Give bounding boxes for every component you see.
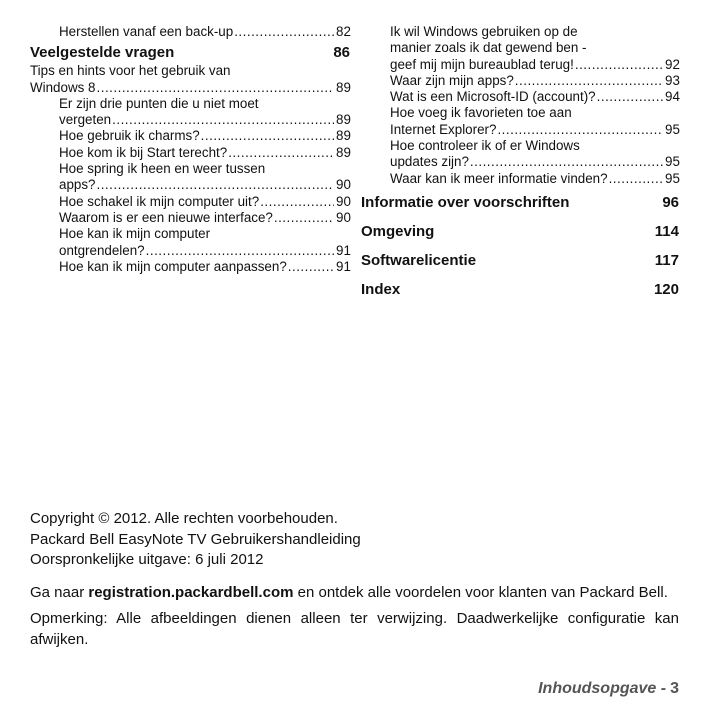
running-footer-label: Inhoudsopgave - [538, 680, 667, 697]
dot-leader [260, 194, 334, 210]
toc-entry-page: 90 [336, 177, 351, 193]
disclaimer-note: Opmerking: Alle afbeeldingen dienen alleen ter verwijzing. Daadwerkelijke configuratie kan afwijken. [30, 610, 679, 648]
toc-entry-title-cont: geef mij mijn bureaublad terug! [390, 56, 574, 72]
dot-leader [470, 154, 663, 170]
dot-leader [201, 128, 334, 144]
legal-footer [30, 509, 679, 650]
toc-entry-title: Waar kan ik meer informatie vinden? [390, 170, 608, 186]
toc-entry-page: 89 [336, 128, 351, 144]
dot-leader [609, 171, 663, 187]
toc-entry-title-cont: Internet Explorer? [390, 121, 497, 137]
toc-section-faq[interactable] [30, 43, 350, 63]
toc-entry-title-cont: Windows 8 [30, 79, 96, 95]
toc-entry-title: Waar zijn mijn apps? [390, 72, 514, 88]
toc-entry-title: Er zijn drie punten die u niet moet [59, 95, 259, 111]
product-line: Packard Bell EasyNote TV Gebruikershandleiding [30, 530, 361, 548]
toc-entry[interactable] [361, 171, 679, 187]
toc-entry-title: Hoe controleer ik of er Windows [390, 138, 580, 154]
toc-entry-page: 94 [665, 89, 680, 105]
toc-entry[interactable] [30, 145, 350, 161]
toc-section-title: Veelgestelde vragen [30, 44, 175, 62]
dot-leader [97, 80, 335, 96]
toc-entry[interactable] [361, 105, 679, 138]
registration-paragraph [30, 583, 679, 604]
dot-leader [288, 259, 334, 275]
toc-section-regulations[interactable] [361, 188, 679, 217]
toc-entry-title-cont: ontgrendelen? [59, 242, 145, 258]
toc-entry-page: 91 [336, 258, 351, 274]
toc-sections [361, 188, 679, 304]
toc-entry-page: 89 [336, 112, 351, 128]
toc-entry-page: 89 [336, 144, 351, 160]
toc-entry-page: 95 [665, 170, 680, 186]
toc-entry-title: Herstellen vanaf een back-up [59, 24, 234, 39]
dot-leader [146, 243, 334, 259]
toc-entry-title: Hoe gebruik ik charms? [59, 128, 200, 144]
toc-entry-page: 95 [665, 121, 680, 137]
dot-leader [96, 177, 334, 193]
toc-entry-page: 90 [336, 193, 351, 209]
toc-left-column [30, 24, 350, 275]
toc-entry-title-cont: manier zoals ik dat gewend ben - [390, 40, 587, 56]
toc-entry-title-cont: updates zijn? [390, 154, 469, 170]
edition-line: Oorspronkelijke uitgave: 6 juli 2012 [30, 551, 264, 568]
toc-section-software-license[interactable] [361, 246, 679, 275]
toc-right-column [361, 24, 679, 304]
toc-entry[interactable] [30, 194, 350, 210]
toc-entry-title: Tips en hints voor het gebruik van [30, 63, 231, 79]
toc-entry[interactable] [361, 24, 679, 73]
toc-entry-page: 82 [336, 24, 351, 39]
toc-entry[interactable] [30, 226, 350, 259]
toc-section-page: 120 [653, 280, 679, 298]
dot-leader [234, 24, 334, 40]
toc-entry-page: 91 [336, 242, 351, 258]
dot-leader [575, 57, 663, 73]
toc-entry[interactable] [361, 89, 679, 105]
toc-entry[interactable] [361, 73, 679, 89]
toc-entry-title: Hoe schakel ik mijn computer uit? [59, 193, 260, 209]
toc-section-index[interactable] [361, 275, 679, 304]
toc-entry-title: Waarom is er een nieuwe interface? [59, 209, 273, 225]
copyright-line: Copyright © 2012. Alle rechten voorbehouden. [30, 510, 338, 527]
toc-section-title: Informatie over voorschriften [361, 193, 570, 211]
toc-entry-title: Hoe kan ik mijn computer [59, 226, 211, 242]
toc-entry-page: 93 [665, 72, 680, 88]
dot-leader [274, 210, 334, 226]
registration-prefix: Ga naar [30, 583, 85, 601]
dot-leader [112, 112, 334, 128]
toc-entry[interactable] [30, 259, 350, 275]
dot-leader [515, 73, 663, 89]
toc-entry-title: Hoe voeg ik favorieten toe aan [390, 105, 572, 121]
running-footer [538, 680, 679, 698]
toc-entry-page: 90 [336, 209, 351, 225]
page-number: 3 [670, 680, 679, 697]
toc-section-title: Omgeving [361, 222, 435, 240]
toc-section-page: 86 [333, 44, 350, 62]
toc-section-title: Index [361, 280, 401, 298]
dot-leader [228, 145, 334, 161]
toc-entry-title: Hoe spring ik heen en weer tussen [59, 161, 266, 177]
toc-entry-page: 95 [665, 154, 680, 170]
dot-leader [597, 89, 663, 105]
toc-section-page: 117 [654, 251, 679, 269]
registration-link[interactable]: registration.packardbell.com [88, 583, 294, 601]
toc-entry[interactable] [30, 63, 350, 96]
registration-suffix: en ontdek alle voordelen voor klanten van Packard Bell. [297, 583, 668, 601]
toc-entry[interactable] [30, 161, 350, 194]
toc-entry-title: Hoe kan ik mijn computer aanpassen? [59, 258, 287, 274]
toc-entry-title: Wat is een Microsoft-ID (account)? [390, 89, 596, 105]
toc-entry[interactable] [361, 138, 679, 171]
dot-leader [497, 122, 663, 138]
toc-entry[interactable] [30, 24, 350, 40]
toc-entry-title: Ik wil Windows gebruiken op de [390, 24, 578, 39]
toc-entry[interactable] [30, 210, 350, 226]
toc-section-page: 114 [654, 222, 679, 240]
toc-entry[interactable] [30, 128, 350, 144]
toc-section-title: Softwarelicentie [361, 251, 477, 269]
toc-entry-page: 89 [336, 79, 351, 95]
toc-entry[interactable] [30, 96, 350, 129]
toc-entry-page: 92 [665, 56, 680, 72]
toc-section-environment[interactable] [361, 217, 679, 246]
toc-entry-title-cont: vergeten [59, 112, 112, 128]
toc-entry-title: Hoe kom ik bij Start terecht? [59, 144, 228, 160]
toc-section-page: 96 [662, 193, 679, 211]
toc-entry-title-cont: apps? [59, 177, 96, 193]
